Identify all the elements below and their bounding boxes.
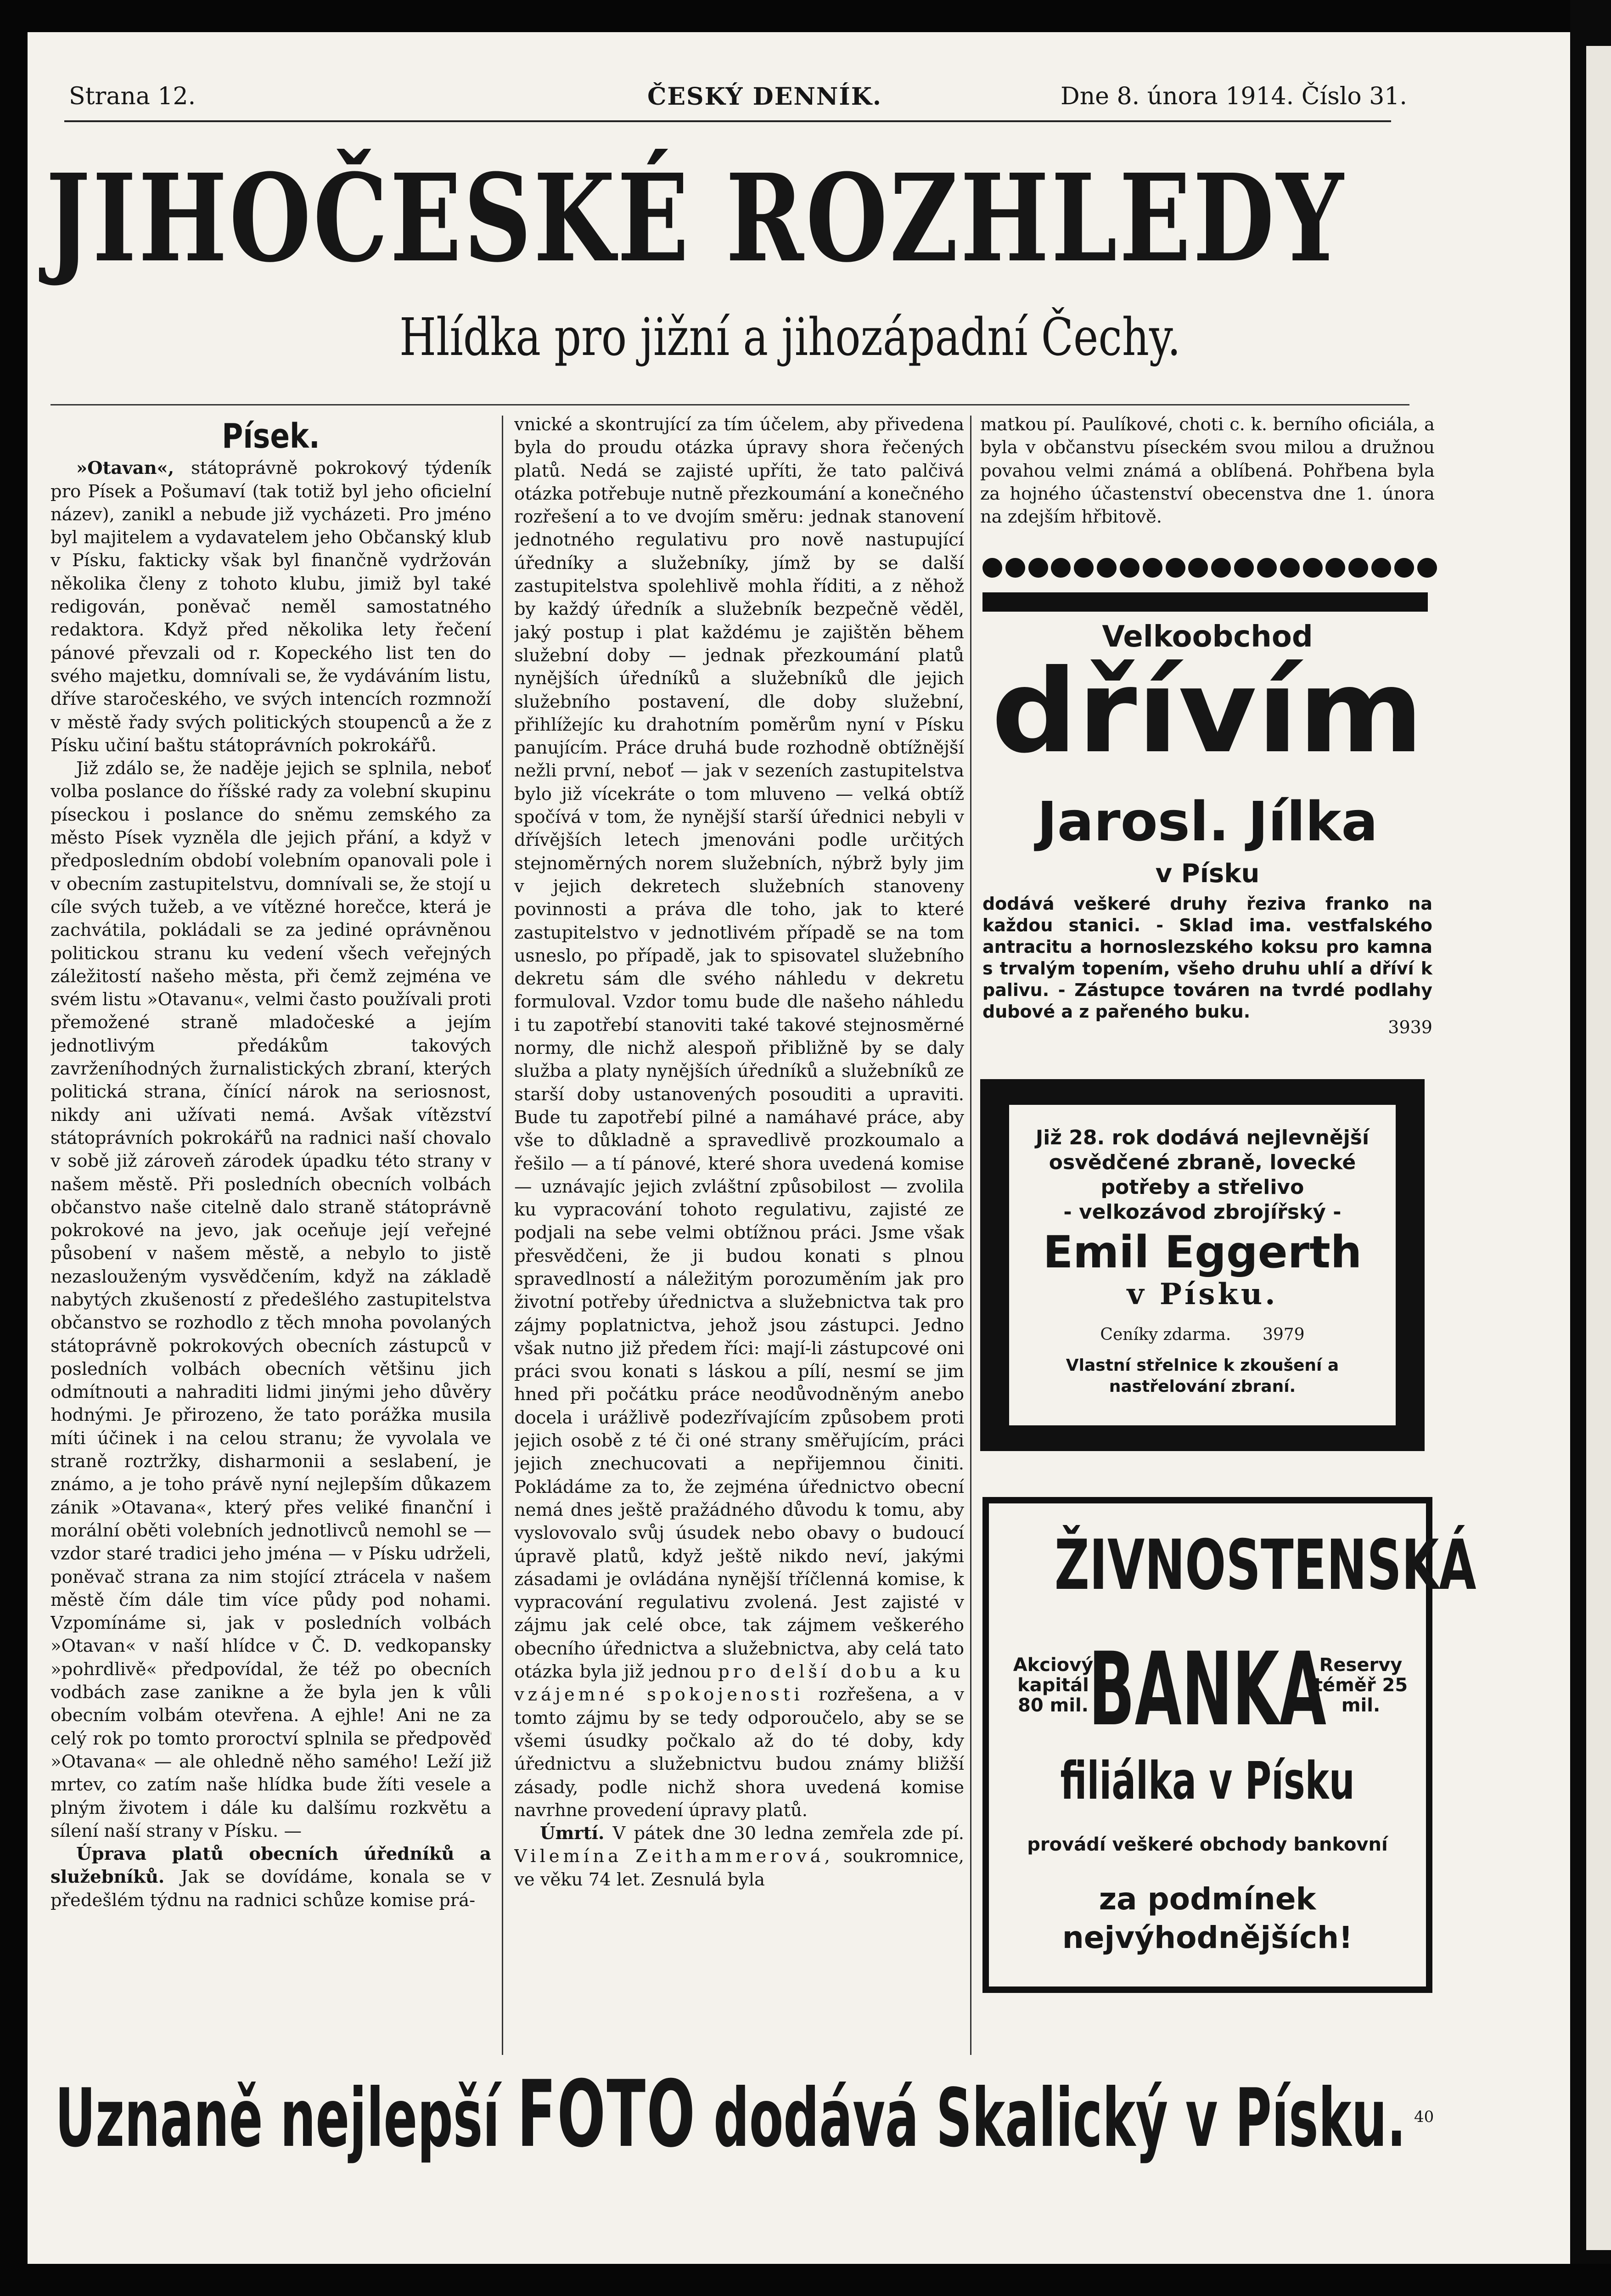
ad-eggerth-price-text: Ceníky zdarma. — [1100, 1325, 1231, 1344]
ad-wood-place: v Písku — [1155, 859, 1260, 889]
bottom-ad-number: 40 — [1414, 2108, 1434, 2126]
column-rule — [502, 416, 503, 2055]
paragraph-lead: Úmrtí. — [540, 1823, 605, 1844]
ad-eggerth-intro — [1009, 1125, 1396, 1225]
article-paragraph — [51, 1843, 491, 1912]
issue-date: Dne 8. února 1914. Číslo 31. — [1061, 83, 1407, 110]
ad-bank-conditions — [989, 1880, 1426, 1957]
ad-eggerth-price — [1009, 1325, 1396, 1344]
article-paragraph — [514, 1822, 964, 1891]
bottom-ad-foto: FOTO — [517, 2061, 696, 2168]
ad-wood-text: dodává veškeré druhy řeziva franko na každou stanici. - Sklad ima. vestfalského antracitu a hornoslezského koksu pro kamna s trvalým topením, všeho druhu uhlí a dříví k palivu. - Zástupce továren na tvrdé podlahy dubové a z pařeného buku. — [982, 894, 1432, 1022]
ad-eggerth-frame — [1005, 1101, 1399, 1429]
ad-eggerth-range: Vlastní střelnice k zkoušení a nastřelování zbraní. — [1066, 1356, 1339, 1396]
ad-bank-operations: provádí veškeré obchody bankovní — [1027, 1834, 1388, 1855]
paragraph-text: rozřešena, a v tomto zájmu by se tedy odporoučelo, aby se se všemi úsudky počkalo až do té doby, kdy úřednictvu a služebnictvu budou známy bližší zásady, podle nichž shora uvedená komise navrhne provedení úpravy platů. — [514, 1684, 964, 1821]
paragraph-lead: »Otavan«, — [76, 458, 174, 479]
article-heading-pisek: Písek. — [222, 416, 320, 456]
spaced-text: pro delší dobu a ku vzájemné spokojenosti — [514, 1661, 964, 1705]
column-3 — [980, 413, 1435, 533]
article-paragraph: matkou pí. Paulíkové, choti c. k. berního oficiála, a byla v občanstvu píseckém svou milou a družnou povahou velmi známá a oblíbená. Pohřbena byla za hojného účastenství obecenstva dne 1. února na zdejším hřbitově. — [980, 414, 1435, 528]
ad-bank-capital: Akciový kapitál 80 mil. — [1013, 1654, 1094, 1716]
paragraph-text: soukromnice, ve věku 74 let. Zesnulá byla — [514, 1846, 964, 1890]
ad-eggerth-name: Emil Eggerth — [1043, 1227, 1362, 1278]
scan-border-bottom — [0, 2264, 1611, 2296]
article-paragraph: Již zdálo se, že naděje jejich se splnila, neboť volba poslance do říšské rady za volební skupinu píseckou i poslance do sněmu zemského za město Písek vyzněla dle jejich přání, a když v předposledním období volebním opanovali pole i v obecním zastupitelstvu, domnívali se, že stojí u cíle svých tužeb, a ve vítězné horečce, která je zachvátila, pokládali se za jediné oprávněnou politickou stranu ku vedení všech veřejných záležitostí našeho města, při čemž zejména ve svém listu »Otavanu«, velmi často používali proti přemožené straně mladočeské a jejím jednotlivým předákům takových zavrženíhodných žurnalistických zbraní, kterých politická strana, čínící nárok na seriosnost, nikdy ani užívati nemá. Avšak vítězství státoprávních pokrokářů na radnici naší chovalo v sobě již zároveň zárodek úpadku této strany v našem městě. Při posledních obecních volbách občanstvo naše citelně dalo straně státoprávně pokrokové na jevo, jak oceňuje její veřejné působení v našem městě, a nebylo to jistě nezaslouženým vysvědčením, když na základě nabytých zkušeností z předešlého zastupitelstva občanstvo se rozhodlo z těch mnoha povolaných státoprávně pokrokových obecních zástupců v posledních volbách obecních většinu jich odmítnouti a nahraditi lidmi jinými jeho důvěry hodnými. Je přirozeno, že tato porážka musila míti účinek i na celou stranu; že vyvolala ve straně roztržky, disharmonii a seslabení, je známo, a je toho právě nyní nejlepším důkazem zánik »Otavana«, který přes veliké finanční i morální oběti volebních jednotlivců nemohl se — vzdor staré tradici jeho jména — v Písku udrželi, poněvač strana za nim stojící ztrácela v našem městě čím dále tim více půdy pod nohami. Vzpomínáme si, jak v posledních volbách »Otavan« v naší hlídce v Č. D. vedkopansky »pohrdlivě« předpovídal, že též po obecních vodbách zase zanikne a že byla jen k vůli obecním volbám otevřena. A ejhle! Ani ne za celý rok po tomto proroctví splnila se předpověď »Otavana« — ale ohledně něho samého! Leží již mrtev, co zatím naše hlídka bude žíti vesele a plným životem i dále ku dalšímu rozkvětu a sílení naší strany v Písku. — — [51, 758, 491, 1841]
masthead-title: JIHOČESKÉ ROZHLEDY — [46, 147, 1346, 289]
bottom-ad-part2: dodává Skalický v Písku. — [713, 2072, 1406, 2165]
column-1 — [51, 413, 491, 2007]
ad-eggerth-line1: Již 28. rok dodává nejlevnější osvědčené zbraně, lovecké potřeby a střelivo — [1035, 1126, 1370, 1199]
newspaper-name: ČESKÝ DENNÍK. — [647, 83, 882, 111]
paragraph-text: Jak se dovídáme, konala se v předešlém týdnu na radnici schůze komise prá- — [51, 1867, 491, 1911]
paragraph-text: V pátek dne 30 ledna zemřela zde pí. — [604, 1823, 964, 1844]
ad-bank-cond1: za podmínek — [1099, 1881, 1316, 1917]
ad-bank — [982, 1497, 1476, 1993]
ad-eggerth — [980, 1079, 1425, 1451]
page-header — [64, 83, 1407, 119]
masthead-rule — [51, 404, 1409, 405]
column-2 — [514, 413, 964, 2053]
scan-border-left — [0, 0, 28, 2296]
ad-wood-line1: Velkoobchod — [1102, 620, 1313, 654]
adjacent-page-strip — [1586, 46, 1611, 2250]
bottom-ad-part1: Uznaně nejlepší — [55, 2072, 500, 2165]
ad-wood-name: Jarosl. Jílka — [1037, 790, 1378, 853]
ad-bank-branch: filiálka v Písku — [1060, 1751, 1355, 1811]
dotted-divider — [982, 558, 1437, 585]
ad-bank-cond2: nejvýhodnějších! — [1062, 1920, 1353, 1955]
scan-border-top — [0, 0, 1611, 32]
paragraph-text: vnické a skontrující za tím účelem, aby přivedena byla do proudu otázka úpravy shora řečených platů. Nedá se zajisté upříti, že tato palčivá otázka potřebuje nutně přezkoumání a konečného rozřešení a to ve dvojím směru: jednak stanovení jednotného regulativu pro nově nastupující úředníky a služebníky, jímž by se další zastupitelstva spolehlivě mohla říditi, a z něhož by každý úředník a služebník bezpečně věděl, jaký postup i plat každému je zajištěn během služební doby — jednak přezkoumání platů nynějších úředníků a služebníků dle jejich služebního postavení, dle doby služební, přihlížejíc ku drahotním poměrům nyní v Písku panujícím. Práce druhá bude rozhodně obtížnější nežli první, neboť — jak v sezeních zastupitelstva bylo již vícekráte o tom mluveno — velká obtíž spočívá v tom, že nynější starší úřednici nebyli v dřívějších letech jmenováni podle určitých stejnoměrných norem služebních, nýbrž byly jim v jejich dekretech služebních stanoveny povinnosti a práva dle toho, jak to které zastupitelstvo v jednotlivém případě se na tom usneslo, po případě, jak to spisovatel služebního dekretu sám dle svého náhledu v dekretu formuloval. Vzdor tomu bude dle našeho náhledu i tu zapotřebí stanoviti také takové stejnosměrné normy, dle nichž alespoň přibližně by se daly služba a platy nynějších úředníků a služebníků ze starší doby ustanovených posouditi a upraviti. Bude tu zapotřebí pilné a namáhavé práce, aby vše to důkladně a spravedlivě prozkoumalo a řešilo — a tí pánové, které shora uvedená komise — uznávajíc jejich zvláštní způsobilost — zvolila ku vypracování tohoto regulativu, zajisté ze podjali na sebe velmi obtížnou práci. Jsme však přesvědčeni, že ji budou konati s plnou spravedlností a náležitým porozuměním jak pro životní potřeby úřednictva a služebnictva tak pro zájmy poplatnictva, jehož jsou zástupci. Jedno však nutno již předem říci: mají-li zástupcové oni práci svou konati s láskou a pílí, nesmí se jim hned při počátku práce neodůvodněným anebo docela i urážlivě podezřívajícím způsobem proti jejich osobě z té či oné strany směřujícím, práci jejich znechucovati a nepřijemnou činiti. Pokládáme za to, že zejména úřednictvo obecní nemá dnes ještě pražádného důvodu k tomu, aby vyslovovalo svůj úsudek nebo obavy o budoucí úpravě platů, když ještě nikdo neví, jakými zásadami je ovládána nynější tříčlenná komise, k vypracování regulativu zvolená. Jest zajisté v zájmu jak celé obce, tak zájmem veškerého obecního úřednictva a služebnictva, aby celá tato otázka byla již jednou — [514, 414, 964, 1683]
deceased-name: Vilemína Zeithammerová, — [514, 1846, 834, 1867]
masthead-subtitle: Hlídka pro jižní a jihozápadní Čechy. — [399, 308, 1181, 367]
ad-eggerth-place: v Písku. — [1127, 1277, 1278, 1311]
page-number: Strana 12. — [69, 83, 196, 110]
ad-wood-merchant — [982, 615, 1432, 1037]
paragraph-lead: Úprava platů obecních úředníků a služebníků. — [51, 1844, 491, 1888]
header-rule — [64, 120, 1391, 122]
ad-bar — [982, 592, 1428, 612]
ad-wood-number: 3939 — [1388, 1017, 1432, 1037]
article-paragraph — [51, 457, 491, 757]
ad-bank-title: ŽIVNOSTENSKÁ — [1054, 1525, 1476, 1605]
ad-eggerth-line2: - velkozávod zbrojířský - — [1063, 1200, 1342, 1224]
ad-wood-big: dřívím — [991, 645, 1424, 778]
paragraph-text: státoprávně pokrokový týdeník pro Písek a Pošumaví (tak totiž byl jeho oficielní název), zanikl a nebude již vycházeti. Pro jméno byl majitelem a vydavatelem jeho Občanský klub v Písku, fakticky však byl finančně vydržován několika členy z tohoto klubu, jimiž byl také redigován, poněvač neměl samostatného redaktora. Když před několika lety řečení pánové převzali od r. Kopeckého list ten do svého majetku, domnívali se, že vydáváním listu, dříve staročeského, ve svých intencích rozmnoží v městě řady svých politických stoupenců a že z Písku učiní baštu státoprávních pokrokářů. — [51, 458, 491, 756]
ad-bank-word: BANKA — [1089, 1631, 1326, 1748]
bottom-photo-ad — [55, 2061, 1406, 2168]
ad-eggerth-number: 3979 — [1262, 1325, 1305, 1344]
article-paragraph — [514, 413, 964, 1822]
ad-bank-reserves: Reservy téměř 25 mil. — [1313, 1654, 1408, 1716]
